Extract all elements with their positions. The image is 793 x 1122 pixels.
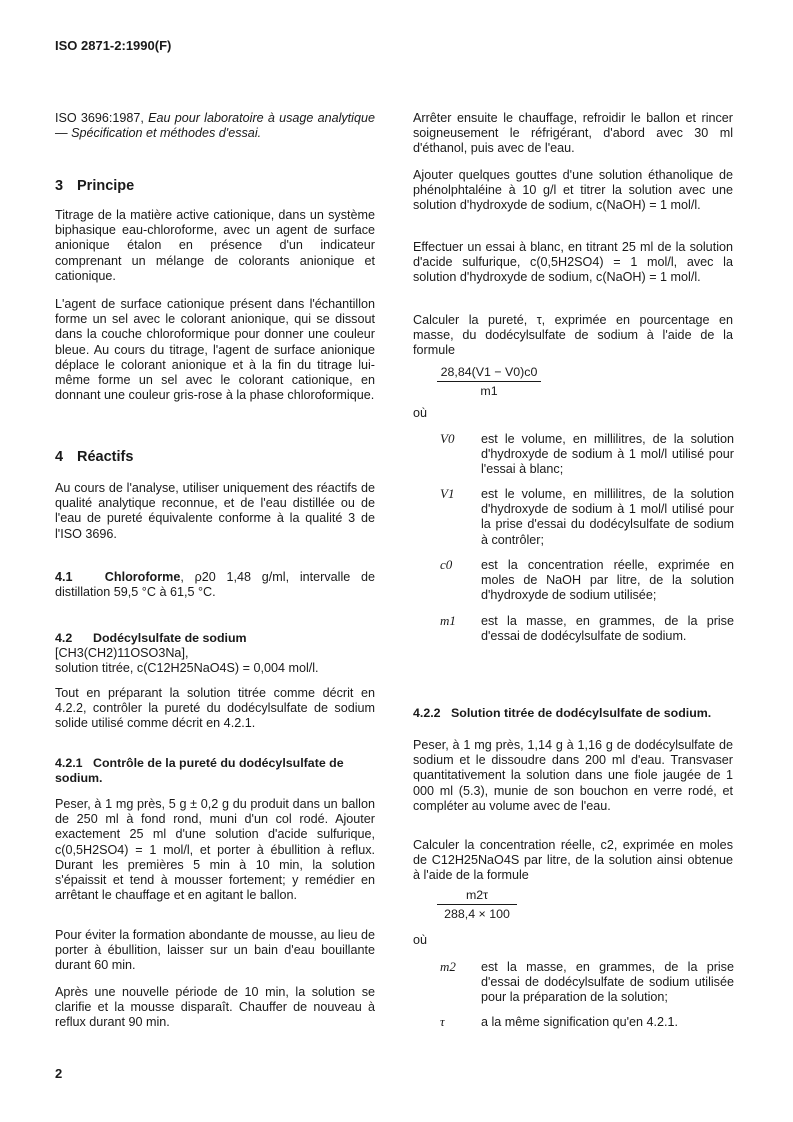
- section-4-2-2-paragraph-2: Calculer la concentration réelle, c2, exprimée en moles de C12H25NaO4S par litre, de la solution ainsi obtenue à l'aide de la formule: [413, 838, 733, 883]
- section-4-2-2-paragraph-1: Peser, à 1 mg près, 1,14 g à 1,16 g de dodécylsulfate de sodium et le dissoudre dans 200 ml d'eau. Transvaser quantitativement la solution dans une fiole jaugée de 1 000 ml (5.3), munie de son bouchon en verre rodé, et compléter au volume avec de l'eau.: [413, 738, 733, 813]
- def-text: est le volume, en millilitres, de la solution d'hydroxyde de sodium à 1 mol/l utilisé pour la prise d'essai du dodécylsulfate de sodium à contrôler;: [481, 487, 734, 547]
- section-4-2-formula: [CH3(CH2)11OSO3Na],: [55, 646, 189, 660]
- formula-denominator: m1: [480, 384, 498, 398]
- section-4-2-1-heading: 4.2.1 Contrôle de la pureté du dodécylsulfate de sodium.: [55, 756, 344, 785]
- def-text: est le volume, en millilitres, de la solution d'hydroxyde de sodium à 1 mol/l utilisé pour l'essai à blanc;: [481, 432, 734, 477]
- reference-entry: ISO 3696:1987, Eau pour laboratoire à usage analytique — Spécification et méthodes d'essai.: [55, 111, 375, 141]
- section-3-heading: 3 Principe: [55, 178, 135, 194]
- def-symbol: τ: [440, 1014, 445, 1029]
- right-paragraph-4: Calculer la pureté, τ, exprimée en pourcentage en masse, du dodécylsulfate de sodium à l'aide de la formule: [413, 313, 733, 358]
- section-4-2-1-paragraph-1: Peser, à 1 mg près, 5 g ± 0,2 g du produit dans un ballon de 250 ml à fond rond, muni d'un col rodé. Ajouter exactement 25 ml d'une solution d'acide sulfurique, c(0,5H2SO4) = 1 mol/l, et porter à ébullition à reflux. Durant les premières 5 min à 10 min, la solution s'épaissit et tend à mousser fortement; y remédier en arrêtant le chauffage et en agitant le ballon.: [55, 797, 375, 903]
- page-number: 2: [55, 1066, 63, 1081]
- section-4-heading: 4 Réactifs: [55, 449, 134, 465]
- section-3-paragraph-2: L'agent de surface cationique présent dans l'échantillon forme un sel avec le colorant anionique, qui se dissout dans la couche chloroformique pour donner une couleur bleue. Au cours du titrage, l'agent de surface anionique déplace le colorant anionique et à la fin du titrage lui-même forme un sel avec le colorant cationique, en donnant une couleur gris-rose à la phase chloroformique.: [55, 297, 375, 403]
- section-4-2-1-paragraph-2: Pour éviter la formation abondante de mousse, au lieu de porter à ébullition, laisser sur un bain d'eau bouillante durant 60 min.: [55, 928, 375, 973]
- section-4-2-2-heading: 4.2.2 Solution titrée de dodécylsulfate de sodium.: [413, 706, 712, 720]
- def-symbol: m2: [440, 959, 456, 974]
- def-text: a la même signification qu'en 4.2.1.: [481, 1015, 679, 1029]
- section-4-2-heading: 4.2 Dodécylsulfate de sodium: [55, 631, 247, 645]
- right-paragraph-1: Arrêter ensuite le chauffage, refroidir le ballon et rincer soigneusement le réfrigérant, d'abord avec 30 ml d'éthanol, puis avec de l'eau.: [413, 111, 733, 156]
- def-symbol: m1: [440, 613, 456, 628]
- section-4-2-solution: solution titrée, c(C12H25NaO4S) = 0,004 mol/l.: [55, 661, 319, 675]
- section-3-paragraph-1: Titrage de la matière active cationique, dans un système biphasique eau-chloroforme, avec un agent de surface anionique étalon en présence d'un indicateur comprenant un mélange de colorants anionique et cationique.: [55, 208, 375, 283]
- def-symbol: V0: [440, 431, 455, 446]
- page-header: ISO 2871-2:1990(F): [55, 38, 172, 53]
- def-text: est la concentration réelle, exprimée en moles de NaOH par litre, de la solution d'hydroxyde de sodium utilisée;: [481, 558, 734, 603]
- purity-formula: [437, 365, 541, 399]
- ou-label-2: où: [413, 933, 428, 947]
- formula-numerator: m2τ: [465, 888, 489, 902]
- def-text: est la masse, en grammes, de la prise d'essai de dodécylsulfate de sodium utilisée pour la préparation de la solution;: [481, 960, 734, 1005]
- def-text: est la masse, en grammes, de la prise d'essai de dodécylsulfate de sodium.: [481, 614, 734, 644]
- formula-numerator: 28,84(V1 − V0)c0: [440, 365, 538, 379]
- concentration-formula: [437, 888, 517, 922]
- right-paragraph-2: Ajouter quelques gouttes d'une solution éthanolique de phénolphtaléine à 10 g/l et titrer la solution avec une solution d'hydroxyde de sodium, c(NaOH) = 1 mol/l.: [413, 168, 733, 213]
- section-4-paragraph: Au cours de l'analyse, utiliser uniquement des réactifs de qualité analytique reconnue, et de l'eau distillée ou de l'eau de pureté équivalente conforme à la qualité 3 de l'ISO 3696.: [55, 481, 375, 541]
- section-4-1: 4.1 Chloroforme, ρ20 1,48 g/ml, intervalle de distillation 59,5 °C à 61,5 °C.: [55, 570, 376, 600]
- def-symbol: c0: [440, 557, 453, 572]
- ou-label-1: où: [413, 406, 428, 420]
- section-4-2-paragraph: Tout en préparant la solution titrée comme décrit en 4.2.2, contrôler la pureté du dodécylsulfate de sodium solide utilisé comme décrit en 4.2.1.: [55, 686, 375, 731]
- def-symbol: V1: [440, 486, 455, 501]
- section-4-2-1-paragraph-3: Après une nouvelle période de 10 min, la solution se clarifie et la mousse disparaît. Chauffer de nouveau à reflux durant 90 min.: [55, 985, 375, 1030]
- right-paragraph-3: Effectuer un essai à blanc, en titrant 25 ml de la solution d'acide sulfurique, c(0,5H2SO4) = 1 mol/l, avec la solution d'hydroxyde de sodium, c(NaOH) = 1 mol/l.: [413, 240, 733, 285]
- formula-denominator: 288,4 × 100: [444, 907, 510, 921]
